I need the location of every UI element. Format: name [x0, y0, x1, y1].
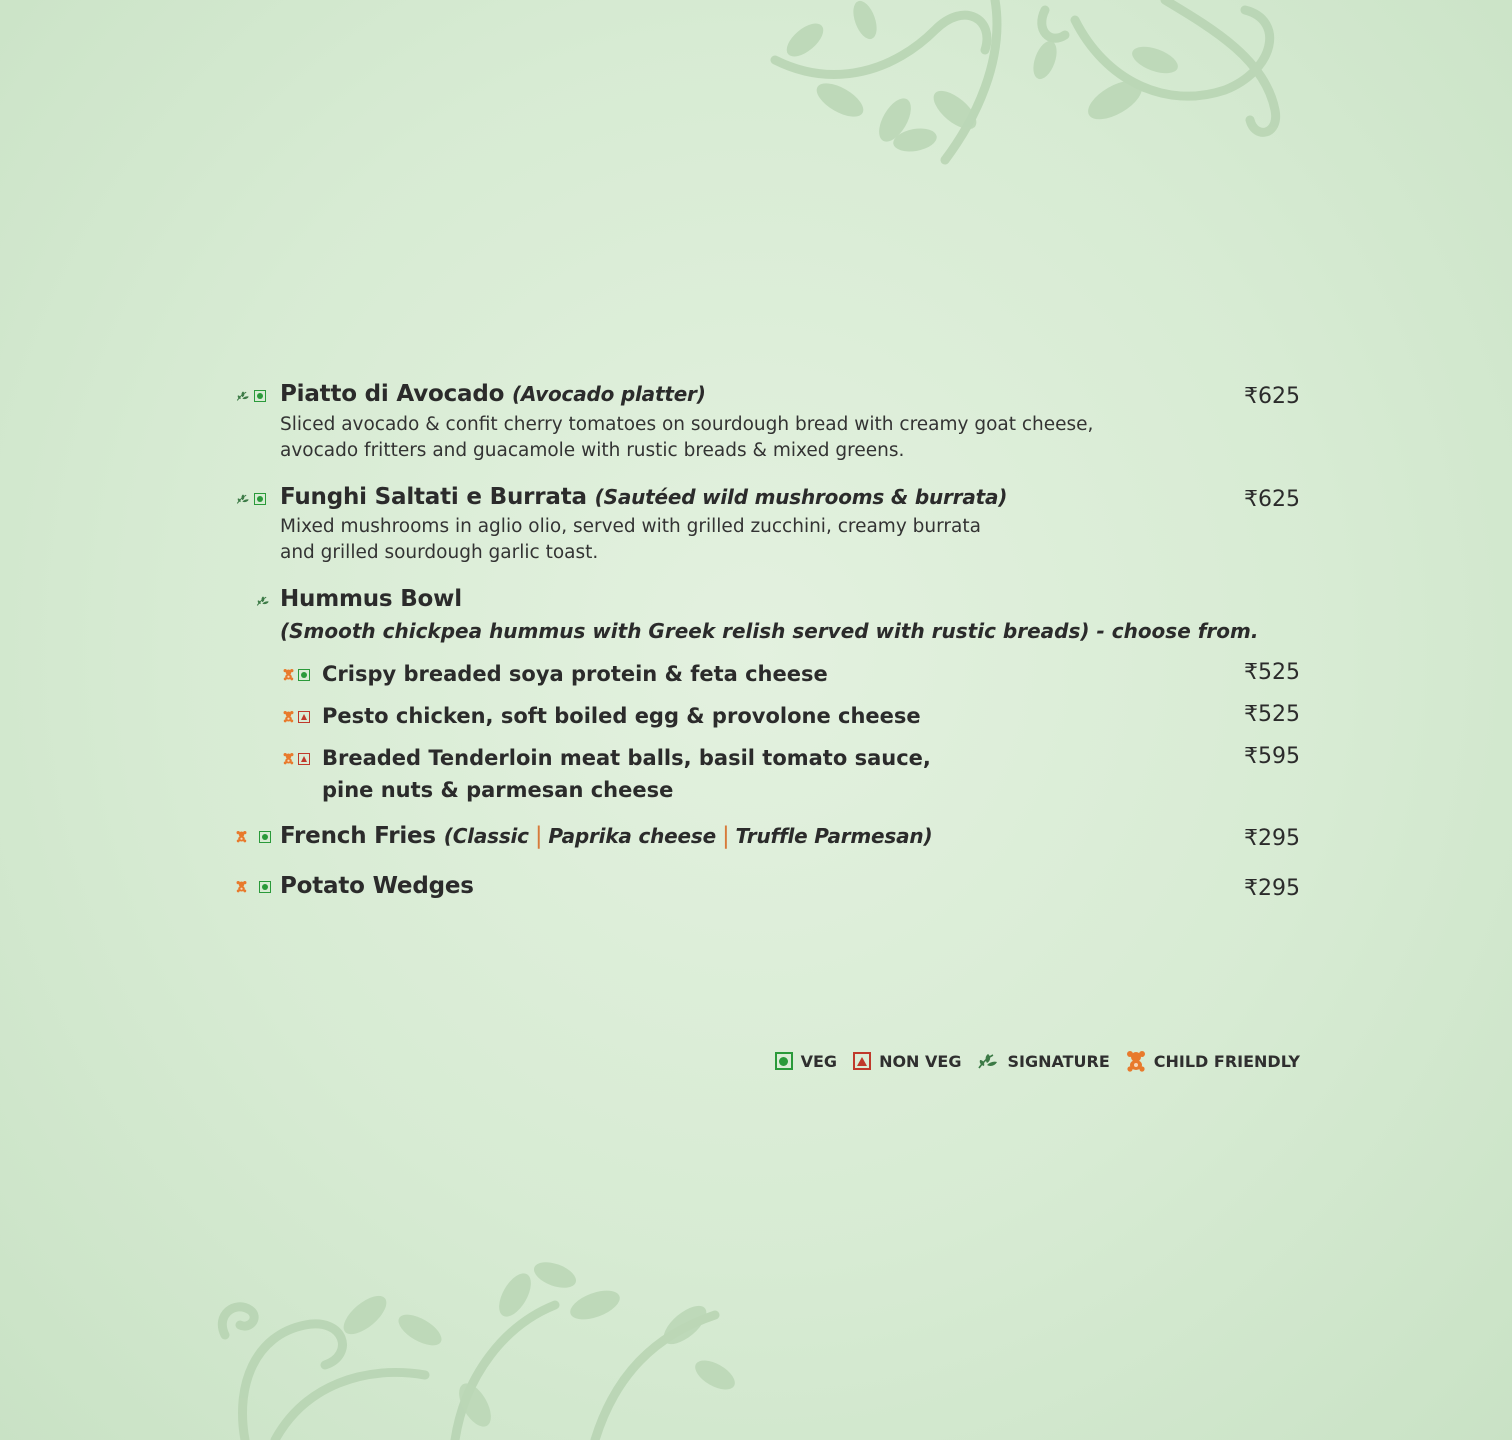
- separator: |: [721, 823, 730, 849]
- option-label-line-1: Breaded Tenderloin meat balls, basil tomato sauce,: [322, 746, 931, 770]
- option-price: ₹525: [1244, 660, 1300, 685]
- legend-child-friendly: [1126, 1050, 1300, 1072]
- non-veg-icon: [298, 753, 310, 765]
- separator: |: [534, 823, 543, 849]
- non-veg-icon: [853, 1052, 871, 1070]
- item-description: (Smooth chickpea hummus with Greek relish served with rustic breads) - choose from.: [280, 619, 1259, 643]
- item-price: ₹625: [1244, 487, 1300, 512]
- item-title: Piatto di Avocado (Avocado platter): [280, 381, 706, 407]
- child-friendly-icon: [1126, 1050, 1146, 1072]
- signature-leaf-icon: [977, 1052, 999, 1070]
- option-price: ₹525: [1244, 702, 1300, 727]
- variant-truffle-parmesan: Truffle Parmesan): [735, 824, 933, 848]
- item-title: Funghi Saltati e Burrata (Sautéed wild mushrooms & burrata): [280, 484, 1008, 510]
- veg-icon: [254, 390, 266, 402]
- legend-non-veg: [853, 1052, 961, 1071]
- veg-icon: [298, 669, 310, 681]
- signature-leaf-icon: [256, 595, 270, 607]
- item-price: ₹625: [1244, 384, 1300, 409]
- veg-icon: [775, 1052, 793, 1070]
- legend-veg-label: VEG: [800, 1051, 838, 1071]
- child-friendly-icon: [236, 880, 247, 893]
- legend: [775, 1050, 1300, 1072]
- legend-signature-label: SIGNATURE: [1007, 1051, 1110, 1071]
- non-veg-icon: [298, 711, 310, 723]
- option-label: Pesto chicken, soft boiled egg & provolone cheese: [322, 704, 921, 728]
- item-title: Hummus Bowl: [280, 586, 462, 612]
- legend-child-friendly-label: CHILD FRIENDLY: [1153, 1051, 1300, 1071]
- item-price: ₹295: [1244, 876, 1300, 901]
- vine-ornament-top: [745, 0, 1305, 190]
- signature-leaf-icon: [236, 493, 250, 505]
- vine-ornament-bottom: [215, 1255, 775, 1440]
- child-friendly-icon: [283, 668, 294, 681]
- veg-icon: [254, 493, 266, 505]
- option-label-line-2: pine nuts & parmesan cheese: [322, 778, 674, 802]
- veg-icon: [259, 831, 271, 843]
- veg-icon: [259, 881, 271, 893]
- variant-classic: (Classic: [443, 824, 529, 848]
- option-price: ₹595: [1244, 744, 1300, 769]
- item-subtitle: (Sautéed wild mushrooms & burrata): [594, 485, 1008, 509]
- child-friendly-icon: [283, 710, 294, 723]
- item-description-line-1: Mixed mushrooms in aglio olio, served with grilled zucchini, creamy burrata: [280, 516, 981, 537]
- item-subtitle: (Avocado platter): [512, 382, 706, 406]
- child-friendly-icon: [283, 752, 294, 765]
- child-friendly-icon: [236, 830, 247, 843]
- item-title: Potato Wedges: [280, 873, 474, 899]
- item-title: French Fries (Classic | Paprika cheese | Truffle Parmesan): [280, 823, 933, 849]
- variant-paprika-cheese: Paprika cheese: [548, 824, 716, 848]
- legend-signature: [977, 1052, 1109, 1071]
- legend-veg: [775, 1052, 837, 1071]
- item-price: ₹295: [1244, 826, 1300, 851]
- legend-non-veg-label: NON VEG: [879, 1051, 962, 1071]
- item-description-line-2: and grilled sourdough garlic toast.: [280, 542, 599, 563]
- option-label: Crispy breaded soya protein & feta cheese: [322, 662, 828, 686]
- item-description-line-2: avocado fritters and guacamole with rustic breads & mixed greens.: [280, 440, 905, 461]
- signature-leaf-icon: [236, 390, 250, 402]
- item-description-line-1: Sliced avocado & confit cherry tomatoes on sourdough bread with creamy goat cheese,: [280, 414, 1094, 435]
